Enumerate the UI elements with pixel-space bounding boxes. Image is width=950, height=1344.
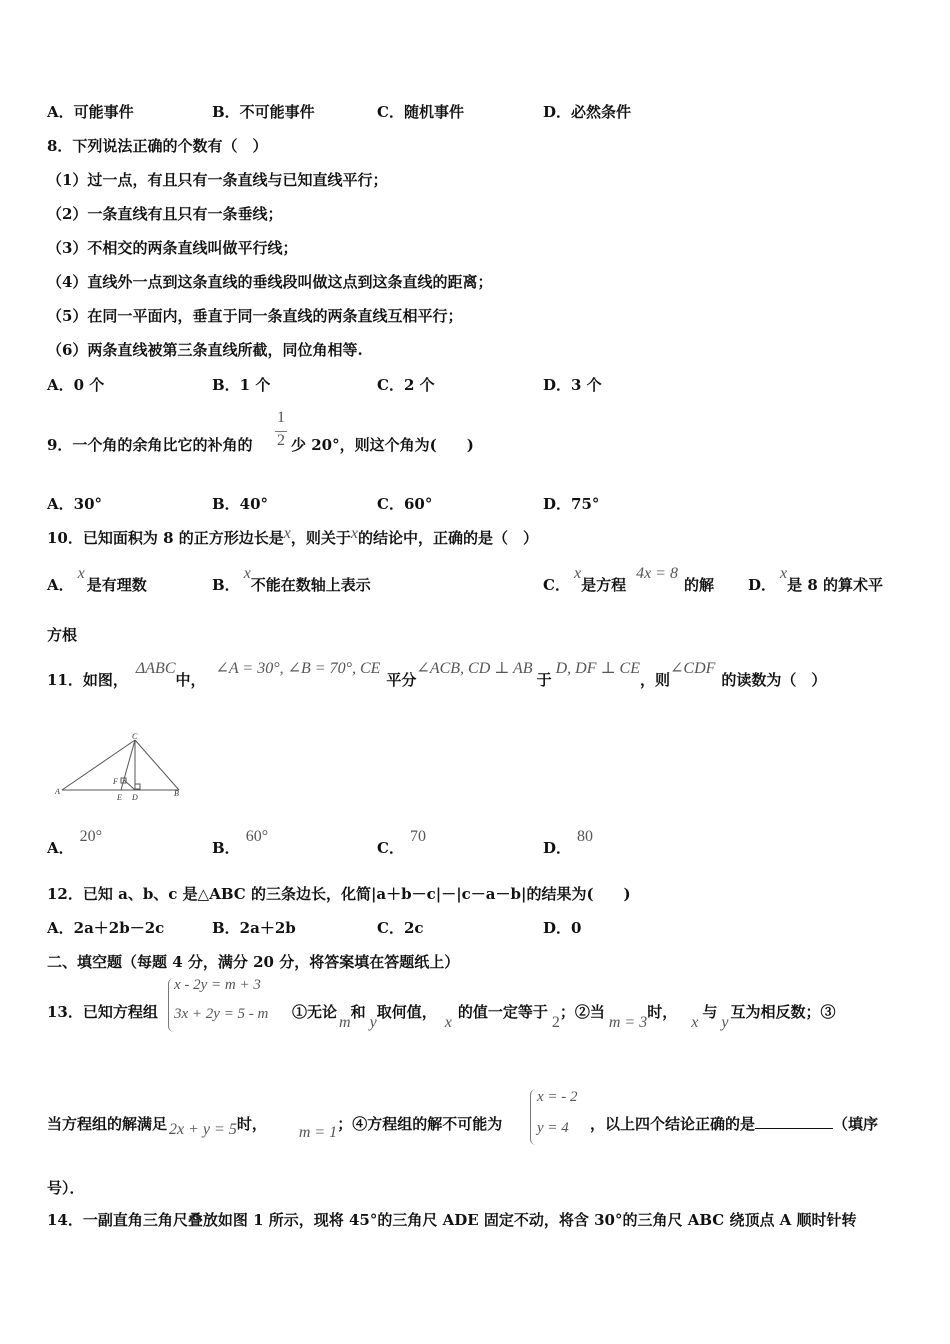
q13-question: ，以上四个结论正确的是 （填序 [590, 1115, 879, 1133]
fig-right-angle-d [135, 784, 140, 789]
q8-statement-4: （4）直线外一点到这条直线的垂线段叫做这点到这条直线的距离； [47, 273, 493, 291]
q7-option-c: C．随机事件 [377, 103, 464, 121]
fig-label-c: C [132, 732, 138, 741]
q13-condition-3: 当方程组的解满足 2x + y = 5时， m = 1；④方程组的解不可能为 [47, 1115, 503, 1141]
q13-solution-brace [530, 1089, 537, 1145]
q12-option-a: A．2a＋2b－2c [47, 919, 165, 937]
q10-stem: 10．已知面积为 8 的正方形边长是x，则关于x的结论中，正确的是（ ） [47, 525, 539, 547]
q13-solution-y: y = 4 [537, 1120, 569, 1136]
q8-stem: 8．下列说法正确的个数有（ ） [47, 137, 268, 155]
q12-option-b: B．2a＋2b [212, 919, 296, 937]
q9-fraction-denominator: 2 [277, 432, 285, 449]
q7-option-d: D．必然条件 [543, 103, 632, 121]
q11-triangle-figure [55, 728, 185, 804]
q7-option-a: A．可能事件 [47, 103, 134, 121]
q13-equation-1: x - 2y = m + 3 [174, 977, 261, 993]
q13-tail: 号）． [47, 1179, 85, 1197]
q11-option-c: C．70 [377, 828, 426, 857]
fig-label-a: A [55, 787, 60, 796]
q8-option-c: C．2 个 [377, 376, 435, 394]
q8-statement-1: （1）过一点，有且只有一条直线与已知直线平行； [47, 171, 388, 189]
q8-statement-6: （6）两条直线被第三条直线所截，同位角相等. [47, 341, 363, 359]
q8-statement-2: （2）一条直线有且只有一条垂线； [47, 205, 283, 223]
fig-side-bc [135, 740, 179, 790]
q10-option-a: A．x是有理数 [47, 565, 147, 594]
q10-option-c: C．x是方程4x = 8的解 [543, 565, 714, 594]
q8-option-d: D．3 个 [543, 376, 602, 394]
q8-statement-3: （3）不相交的两条直线叫做平行线； [47, 239, 298, 257]
q9-fraction-numerator: 1 [277, 409, 285, 426]
q9-option-b: B．40° [212, 495, 269, 513]
q13-number: 13．已知方程组 [47, 1003, 158, 1021]
q8-option-a: A．0 个 [47, 376, 105, 394]
q13-equation-2: 3x + 2y = 5 - m [174, 1006, 269, 1022]
q9-stem-pre: 9．一个角的余角比它的补角的 [47, 436, 253, 454]
q8-statement-5: （5）在同一平面内，垂直于同一条直线的两条直线互相平行； [47, 307, 463, 325]
fig-label-f: F [113, 777, 118, 786]
q13-answer-blank[interactable] [755, 1114, 833, 1129]
q9-stem-post: 少 20°，则这个角为( ) [291, 436, 474, 454]
q9-option-a: A．30° [47, 495, 103, 513]
q12-option-d: D．0 [543, 919, 582, 937]
q10-option-b: B．x不能在数轴上表示 [212, 565, 371, 594]
q13-solution-x: x = - 2 [537, 1089, 578, 1105]
q9-option-c: C．60° [377, 495, 433, 513]
q9-option-d: D．75° [543, 495, 600, 513]
q7-option-b: B．不可能事件 [212, 103, 315, 121]
q11-stem: 11．如图，ΔABC中，∠A = 30°, ∠B = 70°, CE平分∠ACB, CD ⊥ AB于D, DF ⊥ CE，则∠CDF的读数为（ ） [47, 660, 827, 689]
q12-stem: 12．已知 a、b、c 是△ABC 的三条边长，化简|a＋b－c|－|c－a－b|的结果为( ) [47, 885, 631, 903]
section-fill-in-heading: 二、填空题（每题 4 分，满分 20 分，将答案填在答题纸上） [47, 953, 460, 971]
q10-option-d-continuation: 方根 [47, 626, 78, 644]
q11-option-a: A．20° [47, 828, 103, 857]
q8-option-b: B．1 个 [212, 376, 271, 394]
fig-label-e: E [117, 793, 122, 802]
fig-label-b: B [174, 789, 179, 798]
q14-stem: 14．一副直角三角尺叠放如图 1 所示，现将 45°的三角尺 ADE 固定不动，将含 30°的三角尺 ABC 绕顶点 A 顺时针转 [47, 1211, 857, 1229]
q11-option-d: D．80 [543, 828, 594, 857]
q13-condition-1: ①无论m和y取何值，x的值一定等于2；②当m = 3时，x与y互为相反数；③ [292, 1003, 836, 1031]
q12-option-c: C．2c [377, 919, 424, 937]
q10-option-d: D．x是 8 的算术平 [748, 565, 884, 594]
fig-label-d: D [132, 793, 138, 802]
q11-option-b: B．60° [212, 828, 269, 857]
